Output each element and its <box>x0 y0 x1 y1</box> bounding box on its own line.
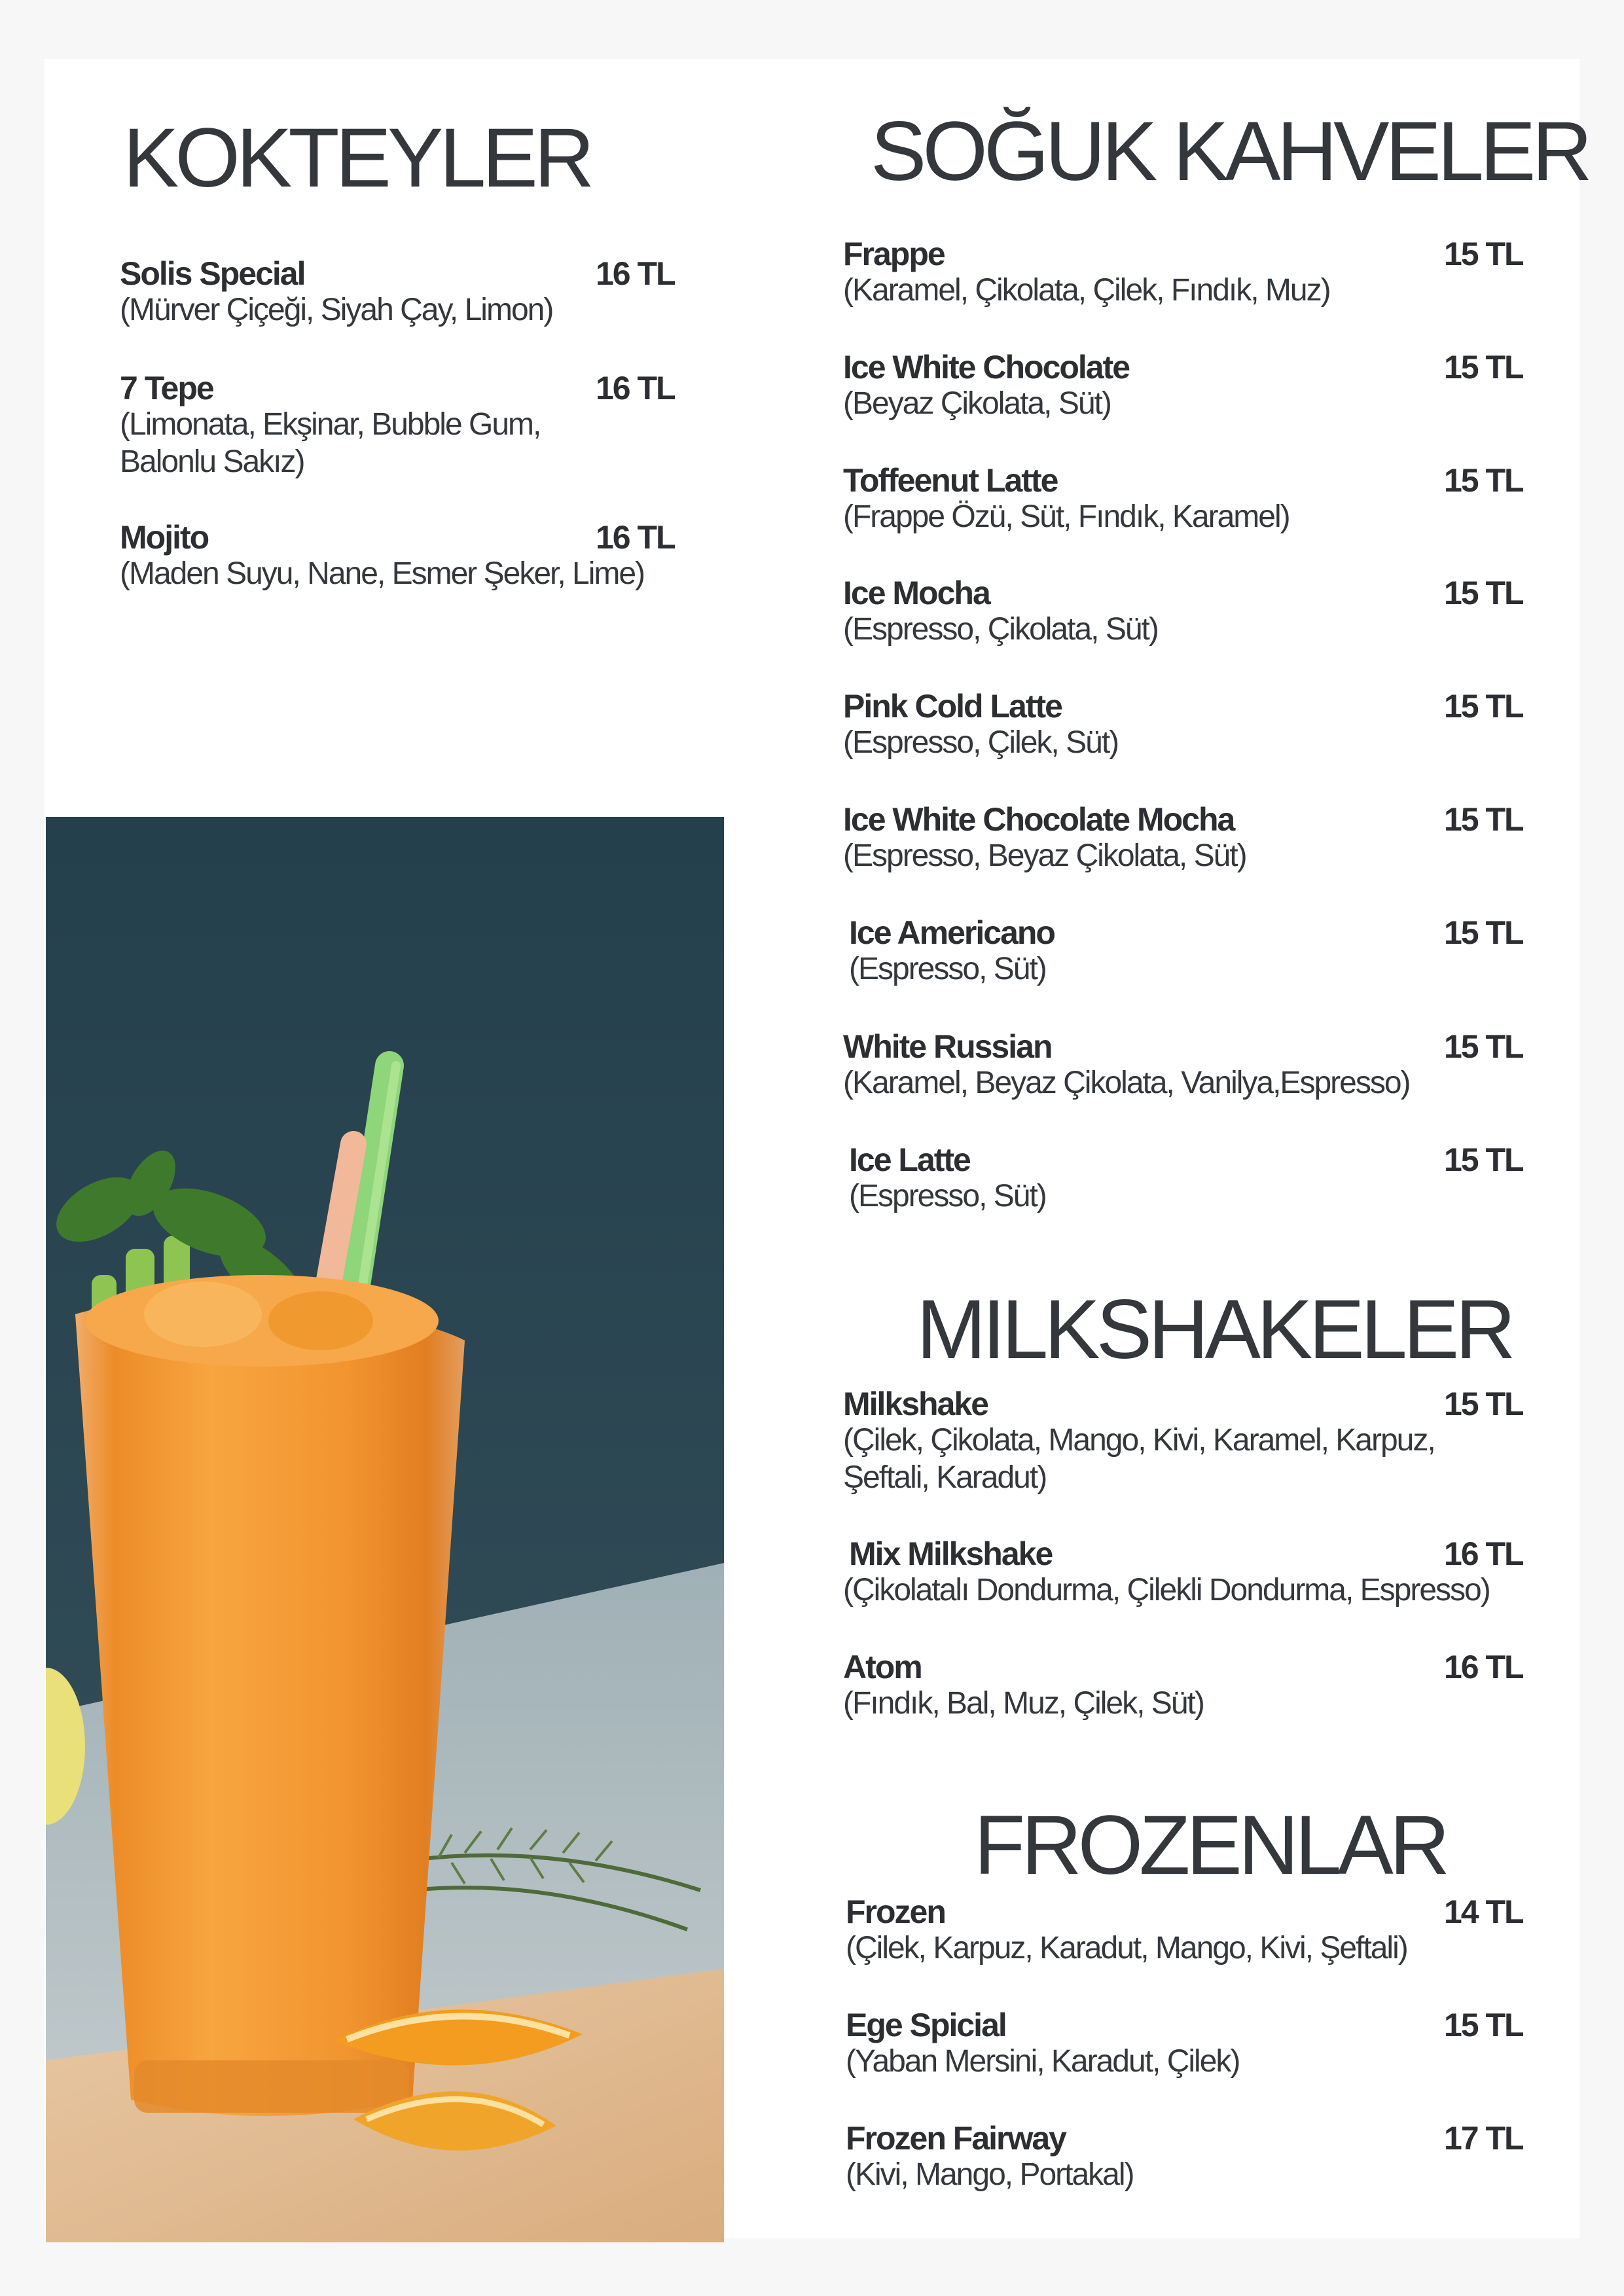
item-name: Atom <box>843 1649 922 1685</box>
item-name: Ege Spicial <box>846 2007 1006 2043</box>
item-description: (Fındık, Bal, Muz, Çilek, Süt) <box>843 1686 1204 1721</box>
item-price: 15 TL <box>1444 462 1523 499</box>
menu-item <box>849 914 1536 988</box>
menu-item <box>843 575 1537 649</box>
menu-item <box>120 255 676 329</box>
menu-item <box>843 349 1537 423</box>
item-description: (Yaban Mersini, Karadut, Çilek) <box>846 2044 1240 2079</box>
item-description: (Maden Suyu, Nane, Esmer Şeker, Lime) <box>120 556 645 591</box>
item-description: (Çilek, Çikolata, Mango, Kivi, Karamel, Karpuz, Şeftali, Karadut) <box>843 1423 1435 1495</box>
item-price: 15 TL <box>1444 349 1523 386</box>
menu-item <box>120 519 676 593</box>
item-description: (Espresso, Süt) <box>849 952 1046 986</box>
section-title-milkshakeler: MILKSHAKELER <box>916 1283 1512 1376</box>
item-price: 16 TL <box>596 255 675 292</box>
item-price: 15 TL <box>1444 1028 1523 1065</box>
item-price: 16 TL <box>596 370 675 406</box>
menu-item <box>846 1893 1537 1967</box>
item-description: (Kivi, Mango, Portakal) <box>846 2157 1134 2192</box>
item-price: 15 TL <box>1444 801 1523 838</box>
menu-item <box>843 1649 1537 1723</box>
item-price: 15 TL <box>1444 1386 1523 1422</box>
item-description: (Espresso, Beyaz Çikolata, Süt) <box>843 838 1246 873</box>
menu-item <box>843 1535 1536 1609</box>
item-name: Ice Americano <box>849 914 1055 951</box>
item-price: 15 TL <box>1444 575 1523 611</box>
item-name: 7 Tepe <box>120 370 213 406</box>
item-description: (Espresso, Süt) <box>849 1179 1046 1213</box>
item-name: Frozen <box>846 1893 945 1930</box>
item-description: (Espresso, Çikolata, Süt) <box>843 612 1158 647</box>
menu-item <box>843 688 1537 762</box>
orange-smoothie-photo <box>46 817 724 2242</box>
menu-item <box>849 1141 1536 1215</box>
item-price: 15 TL <box>1444 688 1523 725</box>
item-name: Mojito <box>120 519 209 556</box>
item-price: 16 TL <box>1444 1649 1523 1685</box>
menu-item <box>846 2120 1537 2194</box>
item-price: 16 TL <box>596 519 675 556</box>
item-description: (Espresso, Çilek, Süt) <box>843 725 1119 760</box>
section-title-frozenlar: FROZENLAR <box>974 1799 1447 1892</box>
menu-item <box>120 370 676 480</box>
menu-item <box>843 1386 1537 1496</box>
menu-item <box>843 1028 1537 1102</box>
item-price: 15 TL <box>1444 1141 1523 1178</box>
item-name: Toffeenut Latte <box>843 462 1058 499</box>
menu-item <box>843 462 1537 536</box>
item-description: (Frappe Özü, Süt, Fındık, Karamel) <box>843 499 1290 534</box>
item-price: 15 TL <box>1444 2007 1523 2043</box>
item-name: Solis Special <box>120 255 305 292</box>
menu-item <box>843 236 1537 310</box>
item-price: 15 TL <box>1444 236 1523 272</box>
item-description: (Beyaz Çikolata, Süt) <box>843 386 1111 421</box>
item-description: (Çikolatalı Dondurma, Çilekli Dondurma, Espresso) <box>843 1573 1490 1607</box>
item-name: Mix Milkshake <box>849 1535 1053 1572</box>
item-name: Ice Mocha <box>843 575 990 611</box>
item-name: Ice Latte <box>849 1141 970 1178</box>
menu-item <box>843 801 1537 875</box>
item-price: 17 TL <box>1444 2120 1523 2157</box>
item-name: White Russian <box>843 1028 1052 1065</box>
item-name: Ice White Chocolate <box>843 349 1130 386</box>
item-name: Frozen Fairway <box>846 2120 1066 2157</box>
item-description: (Limonata, Ekşinar, Bubble Gum, Balonlu Sakız) <box>120 407 541 479</box>
item-name: Pink Cold Latte <box>843 688 1062 725</box>
item-price: 16 TL <box>1444 1535 1523 1572</box>
item-description: (Karamel, Beyaz Çikolata, Vanilya,Espresso) <box>843 1066 1410 1100</box>
section-title-kokteyler: KOKTEYLER <box>123 111 591 205</box>
item-name: Frappe <box>843 236 945 272</box>
section-title-soguk-kahveler: SOĞUK KAHVELER <box>871 105 1589 198</box>
item-price: 15 TL <box>1444 914 1523 951</box>
item-description: (Karamel, Çikolata, Çilek, Fındık, Muz) <box>843 273 1330 308</box>
item-name: Ice White Chocolate Mocha <box>843 801 1235 838</box>
item-name: Milkshake <box>843 1386 988 1422</box>
menu-item <box>846 2007 1537 2081</box>
item-price: 14 TL <box>1444 1893 1523 1930</box>
item-description: (Çilek, Karpuz, Karadut, Mango, Kivi, Şeftali) <box>846 1931 1407 1965</box>
item-description: (Mürver Çiçeği, Siyah Çay, Limon) <box>120 293 553 327</box>
